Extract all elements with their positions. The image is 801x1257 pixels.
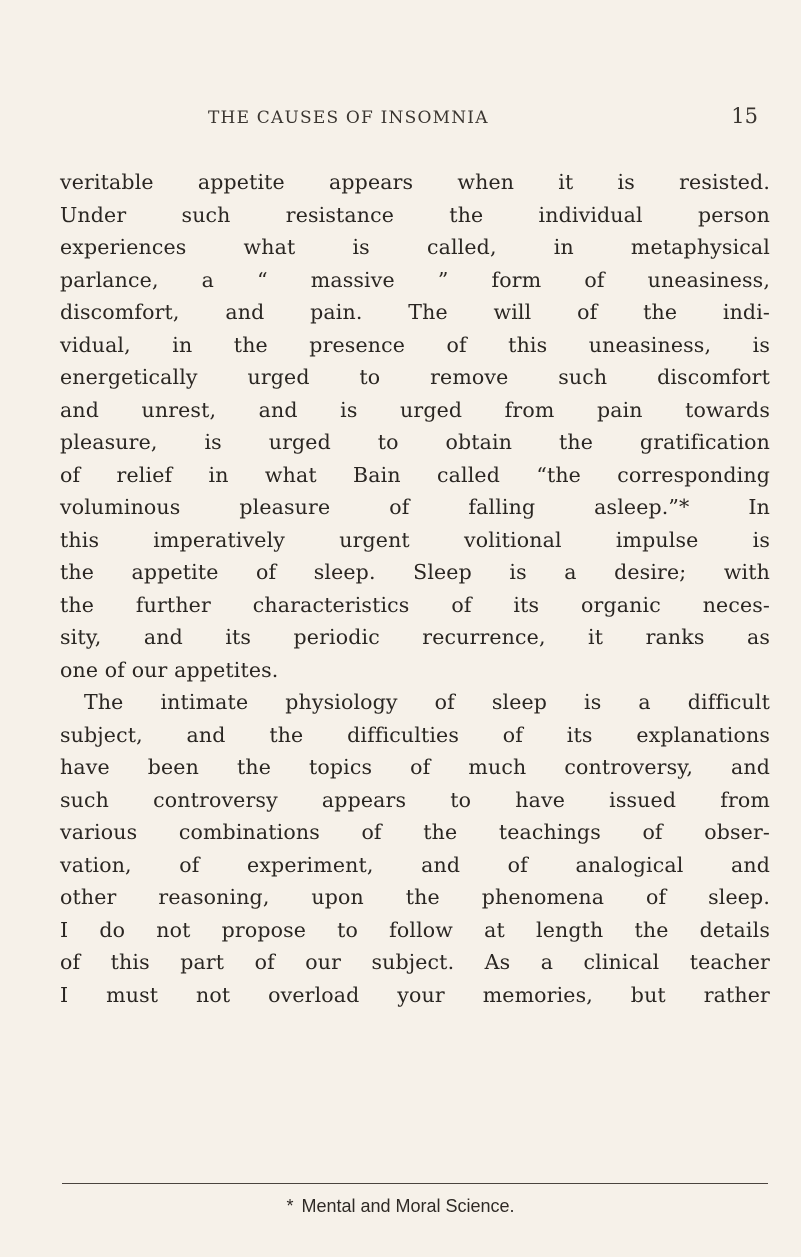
text-line: parlance, a “ massive ” form of uneasiness, (60, 267, 770, 292)
text-line: various combinations of the teachings of obser- (60, 820, 770, 844)
text-line: one of our appetites. (60, 657, 279, 682)
text-line: voluminous pleasure of falling asleep.”* In (60, 495, 770, 519)
footnote (0, 1196, 801, 1217)
text-line: pleasure, is urged to obtain the gratification (60, 430, 770, 454)
body-text (60, 166, 770, 1011)
footnote-marker: * (286, 1196, 294, 1216)
text-line: of this part of our subject. As a clinical teacher (60, 950, 770, 974)
text-line: this imperatively urgent volitional impulse is (60, 527, 770, 552)
text-line: experiences what is called, in metaphysical (60, 235, 770, 259)
text-line: vidual, in the presence of this uneasiness, is (60, 332, 770, 357)
text-line: veritable appetite appears when it is resisted. (60, 170, 770, 194)
page-header (208, 104, 758, 134)
text-line: energetically urged to remove such discomfort (60, 365, 770, 389)
footnote-divider (62, 1183, 768, 1184)
text-line: have been the topics of much controversy, and (60, 755, 770, 779)
text-line: sity, and its periodic recurrence, it ranks as (60, 625, 770, 649)
text-line: and unrest, and is urged from pain towards (60, 397, 770, 422)
text-line: subject, and the difficulties of its explanations (60, 722, 770, 747)
text-line: I do not propose to follow at length the details (60, 917, 770, 942)
running-title: THE CAUSES OF INSOMNIA (208, 108, 489, 128)
text-line: of relief in what Bain called “the corresponding (60, 462, 770, 487)
text-line: The intimate physiology of sleep is a difficult (84, 690, 770, 714)
text-line: Under such resistance the individual person (60, 202, 770, 227)
page-number: 15 (731, 104, 758, 128)
text-line: the further characteristics of its organic neces- (60, 592, 770, 617)
text-line: I must not overload your memories, but rather (60, 982, 770, 1007)
text-line: such controversy appears to have issued from (60, 787, 770, 812)
text-line: discomfort, and pain. The will of the indi- (60, 300, 770, 324)
text-line: the appetite of sleep. Sleep is a desire; with (60, 560, 770, 584)
text-line: vation, of experiment, and of analogical and (60, 852, 770, 877)
text-line: other reasoning, upon the phenomena of sleep. (60, 885, 770, 909)
footnote-text: Mental and Moral Science. (301, 1196, 515, 1216)
